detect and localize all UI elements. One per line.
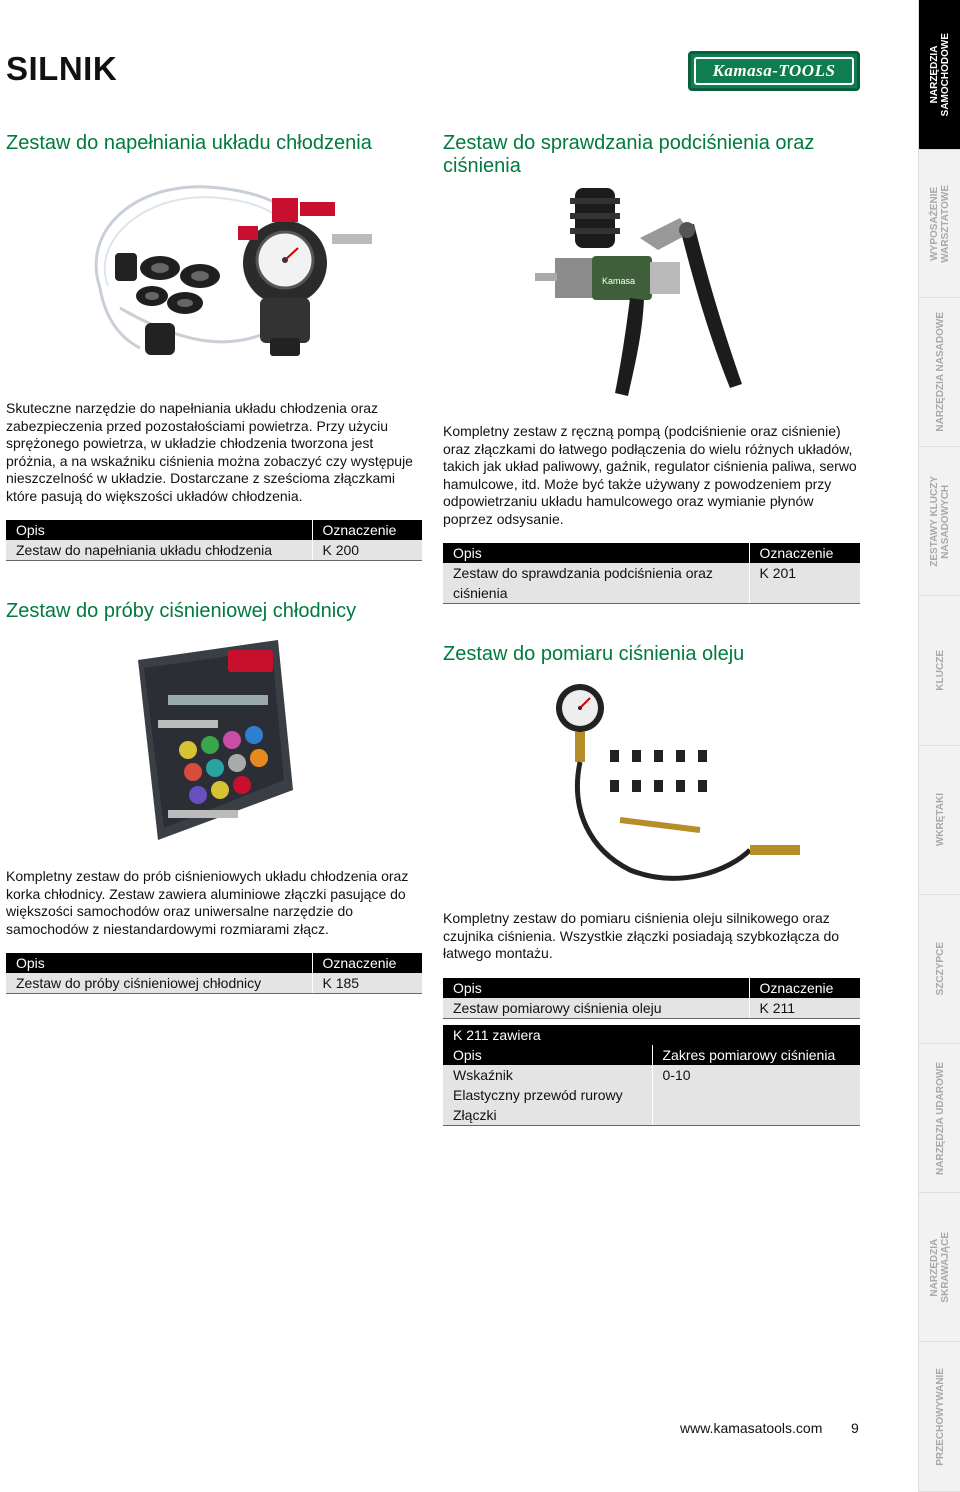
radiator-row-code: K 185 — [312, 973, 422, 994]
sidebar-tab-szczypce[interactable] — [919, 895, 960, 1044]
oil-heading: Zestaw do pomiaru ciśnienia oleju — [443, 643, 745, 665]
vacuum-pump-photo — [530, 188, 750, 398]
sidebar-tab-zestawy-kluczy-nasadowych[interactable] — [919, 447, 960, 596]
sidebar-tab-label: NARZĘDZIA SKRAWAJĄCE — [929, 1231, 951, 1303]
radiator-col-desc: Opis — [6, 953, 312, 973]
vacuum-row-desc: Zestaw do sprawdzania podciśnienia oraz ciśnienia — [443, 563, 749, 604]
oil-contents-desc: Złączki — [443, 1105, 652, 1126]
brand-logo — [688, 51, 860, 91]
vacuum-description: Kompletny zestaw z ręczną pompą (podciśnienie oraz ciśnienie) oraz złączkami do łatwego podłączenia do wielu różnych układów, takich jak układ paliwowy, gaźnik, regulator ciśnienia paliwa, serwo hamulcowe, itd. Może być także używany z powodzeniem przy odpowietrzaniu układu hamulcowego oraz wymianie płynów poprzez odsysanie. — [443, 423, 857, 527]
sidebar-tab-narzedzia-udarowe[interactable] — [919, 1044, 960, 1193]
filler-col-code: Oznaczenie — [312, 520, 422, 540]
category-sidebar — [918, 0, 960, 1492]
sidebar-tab-label: WYPOSAŻENIE WARSZTATOWE — [929, 184, 951, 263]
radiator-heading: Zestaw do próby ciśnieniowej chłodnicy — [6, 600, 357, 622]
sidebar-tab-narzedzia-nasadowe[interactable] — [919, 298, 960, 447]
oil-col-code: Oznaczenie — [749, 978, 860, 998]
brand-logo-text: Kamasa-TOOLS — [694, 57, 854, 85]
svg-text:Kamasa: Kamasa — [602, 276, 636, 286]
sidebar-tab-narzedzia-samochodowe[interactable] — [919, 0, 960, 150]
oil-contents-col-desc: Opis — [443, 1045, 652, 1065]
sidebar-tab-label: NARZĘDZIA NASADOWE — [934, 312, 946, 432]
oil-description: Kompletny zestaw do pomiaru ciśnienia oleju silnikowego oraz czujnika ciśnienia. Wszystkie złączki posiadają szybkozłącza do łatwego montażu. — [443, 910, 840, 962]
radiator-spec-table — [6, 953, 422, 994]
sidebar-tab-label: NARZĘDZIA SAMOCHODOWE — [929, 32, 951, 117]
filler-description: Skuteczne narzędzie do napełniania układu chłodzenia oraz zabezpieczenia przed pozostałościami powietrza. Przy użyciu sprężonego powietrza, w układzie chłodzenia tworzona jest próżnia, a na wskaźniku ciśnienia można zobaczyć czy występuje nieszczelność w układzie. Dostarczane z sześcioma złączkami które pasują do większości układów chłodzenia. — [6, 400, 413, 504]
filler-row-desc: Zestaw do napełniania układu chłodzenia — [6, 540, 312, 561]
sidebar-tab-przechowywanie[interactable] — [919, 1342, 960, 1492]
filler-col-desc: Opis — [6, 520, 312, 540]
oil-pressure-kit-photo — [550, 680, 820, 890]
sidebar-tab-label: SZCZYPCE — [934, 942, 946, 996]
oil-contents-desc: Elastyczny przewód rurowy — [443, 1085, 652, 1105]
sidebar-tab-label: NARZĘDZIA UDAROWE — [934, 1061, 946, 1175]
footer-url[interactable]: www.kamasatools.com — [680, 1420, 823, 1436]
sidebar-tab-wyposazenie-warsztatowe[interactable] — [919, 150, 960, 298]
vacuum-col-code: Oznaczenie — [749, 543, 860, 563]
oil-col-desc: Opis — [443, 978, 749, 998]
sidebar-tab-label: WKRĘTAKI — [934, 793, 946, 847]
oil-contents-range: 0-10 — [652, 1065, 860, 1085]
sidebar-tab-label: ZESTAWY KLUCZY NASADOWYCH — [929, 475, 951, 567]
radiator-row-desc: Zestaw do próby ciśnieniowej chłodnicy — [6, 973, 312, 994]
radiator-kit-photo — [108, 640, 308, 850]
vacuum-col-desc: Opis — [443, 543, 749, 563]
sidebar-tab-wkretaki[interactable] — [919, 746, 960, 895]
oil-row-code: K 211 — [749, 998, 860, 1019]
oil-contents-col-range: Zakres pomiarowy ciśnienia — [652, 1045, 860, 1065]
sidebar-tab-klucze[interactable] — [919, 596, 960, 746]
coolant-filler-photo — [60, 168, 380, 378]
radiator-table-row — [6, 973, 422, 994]
vacuum-spec-table — [443, 543, 860, 604]
filler-row-code: K 200 — [312, 540, 422, 561]
oil-spec-table — [443, 978, 860, 1019]
vacuum-row-code: K 201 — [749, 563, 860, 604]
table-row — [443, 1065, 860, 1085]
oil-contents-table — [443, 1025, 860, 1126]
table-row — [443, 1105, 860, 1126]
page-title: SILNIK — [6, 50, 118, 87]
oil-contents-desc: Wskaźnik — [443, 1065, 652, 1085]
sidebar-tab-label: PRZECHOWYWANIE — [934, 1367, 946, 1466]
oil-contents-title: K 211 zawiera — [443, 1025, 860, 1045]
vacuum-table-row — [443, 563, 860, 604]
filler-table-row — [6, 540, 422, 561]
oil-row-desc: Zestaw pomiarowy ciśnienia oleju — [443, 998, 749, 1019]
sidebar-tab-narzedzia-skrawajace[interactable] — [919, 1193, 960, 1342]
page-number: 9 — [851, 1420, 859, 1436]
oil-contents-range — [652, 1105, 860, 1126]
oil-contents-range — [652, 1085, 860, 1105]
table-row — [443, 1085, 860, 1105]
filler-spec-table — [6, 520, 422, 561]
sidebar-tab-label: KLUCZE — [934, 650, 946, 691]
filler-heading: Zestaw do napełniania układu chłodzenia — [6, 132, 372, 154]
radiator-description: Kompletny zestaw do prób ciśnieniowych układu chłodzenia oraz korka chłodnicy. Zestaw zawiera aluminiowe złączki pasujące do większości samochodów oraz uniwersalne narzędzie do samochodów z niestandardowymi rozmiarami złącz. — [6, 868, 409, 937]
vacuum-heading: Zestaw do sprawdzania podciśnienia oraz ciśnienia — [443, 132, 815, 177]
radiator-col-code: Oznaczenie — [312, 953, 422, 973]
oil-table-row — [443, 998, 860, 1019]
